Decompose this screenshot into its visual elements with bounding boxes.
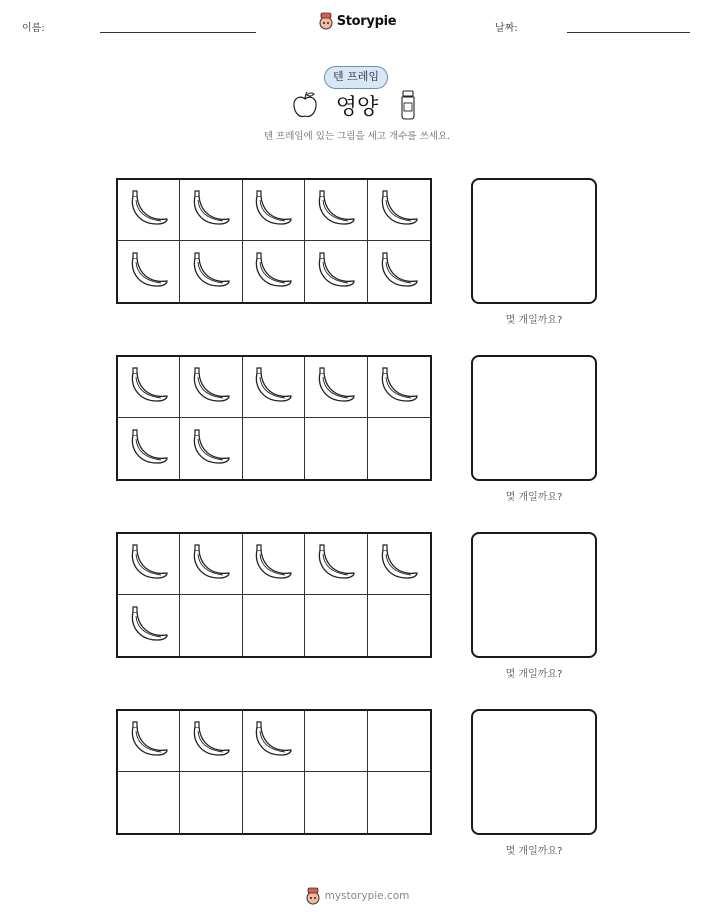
ten-frame-cell: [368, 357, 430, 418]
banana-icon: [314, 188, 358, 232]
banana-icon: [377, 188, 421, 232]
name-label: 이름:: [22, 23, 45, 34]
ten-frame-cell: [118, 357, 180, 418]
count-question: 몇 개일까요?: [505, 315, 563, 326]
ten-frame: [116, 355, 432, 481]
ten-frame-cell: [118, 534, 180, 595]
ten-frame: [116, 709, 432, 835]
ten-frame: [116, 532, 432, 658]
banana-icon: [189, 427, 233, 471]
banana-icon: [189, 542, 233, 586]
ten-frame-cell: [118, 595, 180, 656]
ten-frame-cell: [180, 357, 242, 418]
banana-icon: [127, 604, 171, 648]
date-label: 날짜:: [495, 23, 518, 34]
banana-icon: [127, 542, 171, 586]
ten-frame-cell: [243, 418, 305, 479]
banana-icon: [189, 188, 233, 232]
ten-frame-cell: [180, 711, 242, 772]
banana-icon: [377, 250, 421, 294]
ten-frame-cell: [305, 711, 367, 772]
banana-icon: [251, 719, 295, 763]
ten-frame-cell: [305, 595, 367, 656]
banana-icon: [377, 542, 421, 586]
ten-frame-cell: [368, 711, 430, 772]
banana-icon: [127, 250, 171, 294]
ten-frame-cell: [305, 418, 367, 479]
topic-badge: 텐 프레임: [324, 66, 388, 89]
count-question: 몇 개일까요?: [505, 669, 563, 680]
ten-frame-cell: [305, 241, 367, 302]
banana-icon: [127, 719, 171, 763]
ten-frame-cell: [368, 418, 430, 479]
ten-frame-cell: [180, 241, 242, 302]
ten-frame-cell: [243, 711, 305, 772]
ten-frame-cell: [368, 595, 430, 656]
ten-frame-cell: [368, 772, 430, 833]
banana-icon: [189, 250, 233, 294]
ten-frame-cell: [243, 534, 305, 595]
ten-frame-cell: [243, 180, 305, 241]
banana-icon: [127, 188, 171, 232]
answer-box[interactable]: [471, 178, 597, 304]
ten-frame-cell: [118, 418, 180, 479]
answer-box[interactable]: [471, 532, 597, 658]
footer: [0, 887, 714, 905]
ten-frame-cell: [368, 241, 430, 302]
worksheet-title: 영양: [335, 95, 379, 120]
answer-box[interactable]: [471, 355, 597, 481]
ten-frame-cell: [180, 418, 242, 479]
ten-frame-cell: [243, 595, 305, 656]
ten-frame-cell: [180, 595, 242, 656]
ten-frame-cell: [305, 534, 367, 595]
ten-frame-cell: [368, 180, 430, 241]
banana-icon: [189, 365, 233, 409]
ten-frame-cell: [118, 241, 180, 302]
count-question: 몇 개일까요?: [505, 846, 563, 857]
banana-icon: [377, 365, 421, 409]
date-line: [567, 32, 690, 33]
footer-url[interactable]: mystorypie.com: [324, 890, 410, 902]
banana-icon: [314, 250, 358, 294]
banana-icon: [251, 250, 295, 294]
jar-icon: [398, 90, 418, 120]
mascot-icon: [305, 887, 321, 905]
ten-frame-cell: [180, 772, 242, 833]
ten-frame-cell: [305, 357, 367, 418]
banana-icon: [251, 542, 295, 586]
ten-frame-cell: [118, 180, 180, 241]
count-question: 몇 개일까요?: [505, 492, 563, 503]
ten-frame-cell: [118, 772, 180, 833]
banana-icon: [314, 365, 358, 409]
ten-frame: [116, 178, 432, 304]
banana-icon: [189, 719, 233, 763]
mascot-icon: [318, 12, 334, 30]
banana-icon: [314, 542, 358, 586]
answer-box[interactable]: [471, 709, 597, 835]
ten-frame-cell: [368, 534, 430, 595]
banana-icon: [127, 365, 171, 409]
ten-frame-cell: [305, 180, 367, 241]
ten-frame-cell: [305, 772, 367, 833]
name-line: [100, 32, 256, 33]
ten-frame-cell: [243, 241, 305, 302]
banana-icon: [251, 365, 295, 409]
ten-frame-cell: [118, 711, 180, 772]
ten-frame-cell: [243, 357, 305, 418]
ten-frame-cell: [180, 534, 242, 595]
ten-frame-cell: [243, 772, 305, 833]
banana-icon: [251, 188, 295, 232]
banana-icon: [127, 427, 171, 471]
ten-frame-cell: [180, 180, 242, 241]
instructions: 텐 프레임에 있는 그림을 세고 개수를 쓰세요.: [263, 131, 451, 142]
brand-name: Storypie: [336, 13, 397, 29]
brand-logo: [0, 12, 714, 30]
